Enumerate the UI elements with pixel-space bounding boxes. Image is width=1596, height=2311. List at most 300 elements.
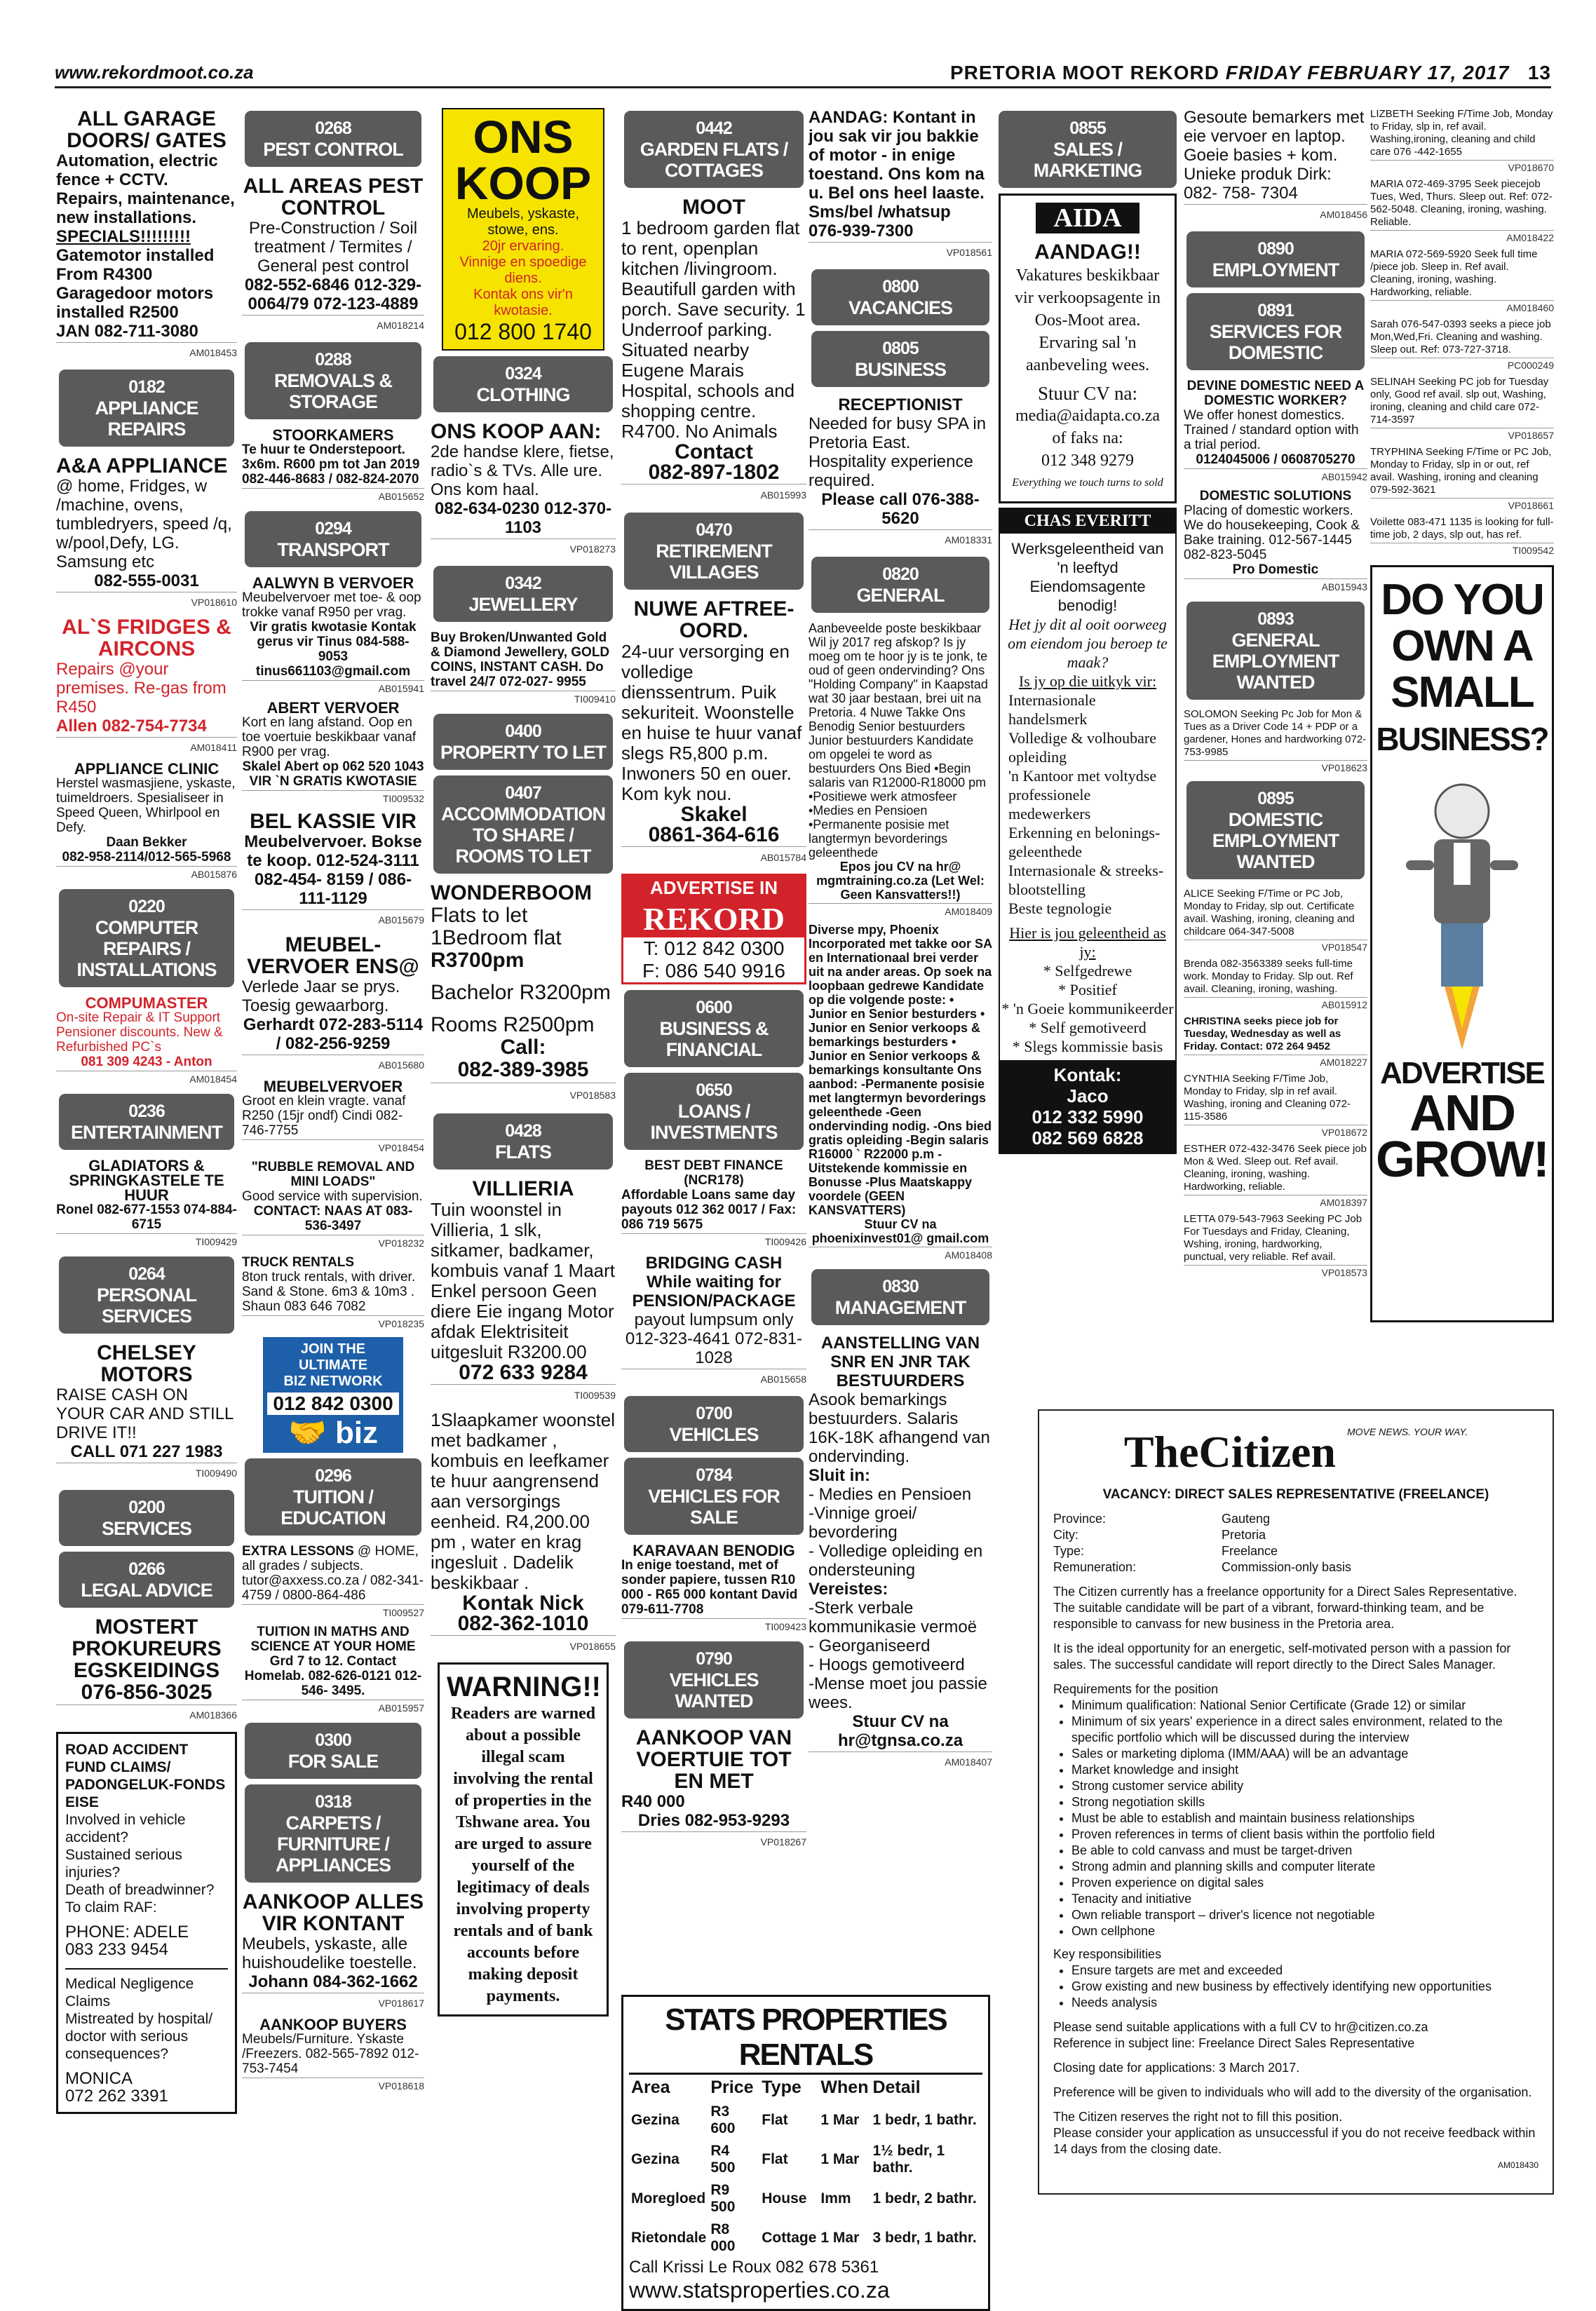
ad-ref: AM018453	[56, 342, 237, 362]
cell: 1 Mar	[820, 2112, 860, 2128]
ad-line: * Slegs kommissie basis	[1012, 1038, 1163, 1055]
ad-phone: 082-897-1802	[648, 461, 780, 484]
category-number: 0442	[696, 118, 732, 138]
ad-body: Het jy dit al ooit oorweeg om eiendom jou beroep te maak?	[1008, 616, 1168, 671]
ad-ref: VP018655	[431, 1635, 616, 1657]
category-personal-services[interactable]	[59, 1256, 234, 1334]
category-label: VACANCIES	[848, 297, 953, 318]
table-row	[629, 2179, 982, 2218]
ad-body: Meubelvervoer met toe- & oop trokke vanaf R950 per vrag.	[242, 590, 421, 620]
category-general[interactable]	[811, 557, 989, 613]
category-garden-flats[interactable]	[624, 111, 804, 188]
ad-contact: Epos jou CV na hr@ mgmtraining.co.za (Let Wel: Geen Kansvatters!!)	[816, 860, 985, 902]
ad-line: Kontak ons vir'n kwotasie.	[473, 287, 573, 318]
ad-aankoop-alles	[242, 1888, 424, 2014]
ad-aandag-kontant	[809, 105, 992, 264]
ad-cynthia	[1184, 1070, 1367, 1140]
category-number: 0893	[1257, 609, 1294, 629]
ad-contact: Daan Bekker	[106, 835, 187, 850]
ad-aa-appliance	[56, 452, 237, 614]
logo-tagline: MOVE NEWS. YOUR WAY.	[1347, 1426, 1468, 1437]
ad-body: MARIA 072-569-5920 Seek full time /piece job. Sleep in. Ref avail. Cleaning, ironing, washing. Hardworking, reliable.	[1370, 248, 1538, 298]
category-number: 0700	[696, 1404, 732, 1423]
category-number: 0855	[1069, 118, 1106, 138]
ad-phone: CONTACT: NAAS AT 083-536-3497	[253, 1204, 413, 1233]
ad-meubel-vervoer	[242, 931, 424, 1076]
ad-title: DEVINE DOMESTIC NEED A DOMESTIC WORKER?	[1186, 379, 1365, 408]
category-carpets-furniture[interactable]	[245, 1784, 421, 1883]
ad-title: AANKOOP ALLES VIR KONTANT	[242, 1890, 424, 1935]
ad-maria-1	[1370, 175, 1554, 245]
category-number: 0890	[1257, 239, 1294, 259]
category-number: 0268	[315, 118, 351, 138]
ad-line: Volledige & volhoubare opleiding	[1008, 729, 1156, 766]
paragraph: The Citizen reserves the right not to fill this position.	[1053, 2110, 1343, 2124]
paragraph: Preference will be given to individuals who will add to the diversity of the organisation.	[1053, 2085, 1532, 2099]
ad-line: SPECIALS!!!!!!!!!	[56, 227, 191, 246]
category-transport[interactable]	[245, 511, 421, 567]
ad-line: DO YOU	[1381, 576, 1543, 624]
ad-phone: 0861-364-616	[648, 823, 780, 846]
ad-body: Te huur te Onderstepoort. 3x6m. R600 pm tot Jan 2019 082-446-8683 / 082-824-2070	[242, 442, 420, 487]
category-sales-marketing[interactable]	[999, 111, 1177, 188]
category-number: 0820	[882, 564, 919, 584]
ad-phone: Please call 076-388-5620	[821, 490, 980, 528]
category-vehicles-wanted[interactable]	[624, 1641, 804, 1719]
ad-best-debt	[621, 1156, 806, 1251]
category-label: BUSINESS & FINANCIAL	[659, 1018, 769, 1060]
ad-do-you-own-a-small-business[interactable]	[1370, 565, 1554, 1322]
site-url[interactable]: www.rekordmoot.co.za	[55, 62, 254, 83]
cell: House	[762, 2190, 807, 2207]
category-jewellery[interactable]	[433, 566, 613, 622]
ad-phone: 083 233 9454	[65, 1940, 168, 1959]
category-pest-control[interactable]	[245, 111, 421, 167]
ad-line: Death of breadwinner?	[65, 1882, 215, 1898]
ad-line: JOIN THE ULTIMATE	[298, 1341, 368, 1373]
category-number: 0805	[882, 339, 919, 358]
ad-phone: 082 569 6828	[1032, 1127, 1144, 1148]
list-item: • Proven experience on digital sales	[1071, 1875, 1538, 1891]
ad-solomon	[1184, 705, 1367, 775]
ad-title: MOOT	[682, 196, 745, 219]
ad-title: WONDERBOOM	[431, 881, 592, 904]
ad-bel-kassie	[242, 808, 424, 931]
category-number: 0470	[696, 520, 732, 540]
cell: Flat	[762, 2151, 788, 2167]
ad-line: Sustained serious injuries?	[65, 1847, 182, 1880]
category-vehicles-for-sale[interactable]	[624, 1458, 804, 1535]
ad-letta	[1184, 1210, 1367, 1280]
category-number: 0300	[315, 1730, 351, 1750]
ad-contact: Skalel Abert op 062 520 1043 VIR `N GRATIS KWOTASIE	[242, 759, 424, 789]
ad-body: Meubels, yskaste, alle huishoudelike toestelle.	[242, 1934, 417, 1972]
ad-stats-properties	[621, 1988, 990, 2311]
ad-email: media@aidapta.co.za	[1015, 407, 1160, 425]
cell: 1 Mar	[820, 2151, 860, 2167]
ad-title: BEST DEBT FINANCE (NCR178)	[644, 1158, 783, 1188]
ad-phone: Gerhardt 072-283-5114 / 082-256-9259	[243, 1015, 424, 1053]
category-label: MANAGEMENT	[834, 1297, 966, 1318]
category-domestic-employment-wanted[interactable]	[1186, 781, 1365, 879]
ad-slaapkamer	[431, 1407, 616, 1658]
category-label: CARPETS / FURNITURE / APPLIANCES	[275, 1812, 391, 1876]
ad-body: Grd 7 to 12. Contact Homelab. 082-626-0121 012- 546- 3495.	[244, 1654, 422, 1698]
ad-ref: AM018422	[1370, 230, 1554, 244]
ad-phone: 072 262 3391	[65, 2087, 168, 2106]
paragraph: Please consider your application as unsuccessful if you do not receive feedback within 14 days from the closing date.	[1053, 2126, 1536, 2156]
ad-ref: TI009490	[56, 1463, 237, 1483]
table-row	[629, 2218, 982, 2258]
ad-phone: 082-389-3985	[457, 1058, 589, 1081]
ad-tryphina	[1370, 443, 1554, 513]
ad-title: MEUBELVERVOER	[263, 1078, 403, 1095]
ad-body: 8ton truck rentals, with driver. Sand & Stone. 6m3 & 10m3 . Shaun 083 646 7082	[242, 1270, 416, 1314]
category-label: PEST CONTROL	[263, 139, 403, 160]
list-item: • Own reliable transport – driver's licence not negotiable	[1071, 1907, 1538, 1923]
ad-body: In enige toestand, met of sonder papiere, tussen R10 000 - R65 000 kontant David 079-611-7708	[621, 1558, 798, 1617]
ad-contact: MONICA	[65, 2069, 133, 2088]
list-item: • Own cellphone	[1071, 1923, 1538, 1939]
cell: 1 bedr, 2 bathr.	[872, 2190, 977, 2207]
category-number: 0650	[696, 1080, 732, 1100]
ad-line: Erkenning en belonings-geleenthede	[1008, 824, 1161, 860]
ad-line: Meubels, yskaste, stowe, ens.	[466, 206, 580, 238]
ad-title: EXTRA LESSONS	[242, 1544, 354, 1559]
ad-body: 24-uur versorging en volledige dienssentrum. Puik sekuriteit. Woonstelle en huise te huur vanaf slegs R5,800 p.m. Inwoners 50 en ouer. Kom kyk nou.	[621, 641, 802, 804]
category-label: JEWELLERY	[468, 594, 578, 615]
ad-body: Brenda 082-3563389 seeks full-time work. Monday to Friday. Slp out. Ref avail. Cleaning, ironing, washing.	[1184, 958, 1353, 995]
ad-ref: AB015941	[242, 680, 424, 696]
ad-phone: 072 633 9284	[459, 1361, 588, 1384]
ad-title: DOMESTIC SOLUTIONS	[1199, 489, 1352, 503]
ad-title: VILLIERIA	[472, 1177, 574, 1200]
cell: R9 500	[710, 2182, 736, 2215]
list-item: • Sales or marketing diploma (IMM/AAA) will be an advantage	[1071, 1746, 1538, 1762]
cell: R3 600	[710, 2103, 736, 2136]
cell: 1 bedr, 1 bathr.	[872, 2112, 977, 2128]
ad-title: AANSTELLING VAN SNR EN JNR TAK BESTUURDERS	[820, 1334, 980, 1390]
column-header: When	[820, 2078, 869, 2097]
ad-phone: 012 842 0300	[267, 1392, 399, 1415]
category-business-financial[interactable]	[624, 990, 804, 1067]
category-entertainment[interactable]	[59, 1094, 234, 1150]
category-label: RETIREMENT VILLAGES	[656, 541, 772, 583]
category-vacancies[interactable]	[811, 269, 989, 325]
category-number: 0288	[315, 350, 351, 370]
ad-ref: TI009426	[621, 1233, 806, 1249]
ad-phone: 012 348 9279	[1041, 452, 1134, 470]
ad-body: Vakatures beskikbaar vir verkoopsagente in Oos-Moot area. Ervaring sal 'n aanbeveling wees.	[1015, 266, 1161, 374]
page-number: 13	[1527, 62, 1551, 83]
ad-line: BIZ NETWORK	[283, 1374, 383, 1389]
ad-title: AL`S FRIDGES & AIRCONS	[62, 616, 231, 660]
section-title: Requirements for the position	[1053, 1682, 1219, 1696]
ad-ref: AB015912	[1184, 997, 1367, 1011]
notice-body: Readers are warned about a possible illegal scam involving the rental of properties in the Tshwane area. You are urged to assure yourself of the legitimacy of deals involving property rentals and of bank accounts before making deposit payments.	[450, 1705, 596, 2005]
category-label: PERSONAL SERVICES	[96, 1285, 197, 1327]
ad-compumaster	[56, 993, 237, 1088]
ad-aankoop-voertuie	[621, 1724, 806, 1853]
ad-phone: 082-552-6846 012-329-0064/79 072-123-4889	[244, 276, 422, 313]
category-computer-repairs[interactable]	[59, 889, 234, 987]
ad-truck-rentals	[242, 1252, 424, 1333]
ad-title: TUITION IN MATHS AND SCIENCE AT YOUR HOME	[250, 1625, 416, 1654]
category-label: TRANSPORT	[277, 539, 389, 560]
ad-advertise-rekord[interactable]	[621, 874, 806, 984]
ad-body: ALICE Seeking F/Time or PC Job, Monday to Friday, slp out. Certificate avail. Washing, ironing, cleaning and childcare 064-347-5008	[1184, 888, 1355, 937]
ad-body: Asook bemarkings bestuurders. Salaris 16K-18K afhangend van ondervinding.	[809, 1390, 990, 1466]
ad-ref: AM018331	[809, 529, 992, 550]
category-number: 0324	[505, 364, 541, 384]
category-employment[interactable]	[1186, 231, 1365, 287]
ad-selinah	[1370, 373, 1554, 443]
ad-title: RECEPTIONIST	[838, 395, 963, 414]
category-label: GENERAL	[856, 585, 945, 606]
ad-ref: TI009527	[242, 1604, 424, 1620]
ad-line: ADVERTISE IN	[623, 876, 804, 900]
ad-ref: AM018214	[242, 315, 424, 335]
list-item: • Strong customer service ability	[1071, 1778, 1538, 1794]
ad-line: OWN A	[1391, 622, 1533, 670]
category-loans[interactable]	[624, 1073, 804, 1150]
ad-brenda	[1184, 955, 1367, 1012]
category-services[interactable]	[59, 1490, 234, 1546]
ad-aankoop-buyers	[242, 2014, 424, 2095]
category-number: 0400	[505, 721, 541, 741]
ad-stoorkamers	[242, 425, 424, 506]
field-value: Freelance	[1222, 1544, 1278, 1558]
rentals-table	[629, 2075, 982, 2258]
category-label: VEHICLES WANTED	[669, 1669, 759, 1712]
field-value: Commission-only basis	[1222, 1560, 1352, 1574]
ad-ref: AM018409	[809, 903, 992, 919]
ad-title: ONS KOOP AAN:	[431, 420, 602, 443]
ad-line: 'n Kantoor met voltydse professionele medewerkers	[1008, 767, 1157, 822]
category-flats[interactable]	[433, 1113, 613, 1170]
category-label: TUITION / EDUCATION	[280, 1486, 386, 1529]
ad-ons-koop	[442, 108, 604, 351]
ad-tuition-maths	[242, 1622, 424, 1717]
ad-ons-koop-aan	[431, 418, 616, 560]
ad-sarah	[1370, 316, 1554, 373]
column-header: Detail	[872, 2078, 921, 2097]
ad-contact: Jaco	[1067, 1085, 1109, 1106]
category-number: 0182	[128, 377, 165, 397]
column-3	[431, 105, 616, 2174]
ad-title: REKORD	[623, 900, 804, 937]
ad-body: Groot en klein vragte. vanaf R250 (15jr ondf) Cindi 082-746-7755	[242, 1094, 406, 1138]
category-number: 0790	[696, 1649, 732, 1669]
ad-ref: AB015957	[242, 1700, 424, 1716]
table-row	[629, 2101, 982, 2140]
category-number: 0220	[128, 897, 165, 916]
ad-title: AALWYN B VERVOER	[252, 574, 414, 592]
ad-body: CHRISTINA seeks piece job for Tuesday, Wednesday as well as Friday. Contact: 072 264 9452	[1184, 1015, 1341, 1052]
ad-title: MEUBEL-VERVOER ENS@	[247, 933, 419, 978]
category-number: 0428	[505, 1121, 541, 1141]
ad-aalwyn	[242, 573, 424, 698]
table-header-row	[629, 2075, 982, 2101]
category-services-domestic[interactable]	[1186, 293, 1365, 370]
table-row	[629, 2140, 982, 2179]
category-business[interactable]	[811, 331, 989, 387]
ad-contact: Stuur CV na:	[1037, 383, 1137, 404]
ad-abert	[242, 698, 424, 808]
ad-biz-network[interactable]	[263, 1337, 403, 1453]
paragraph: It is the ideal opportunity for an energetic, self-motivated person with a passion for sales. The successful candidate will report directly to the Direct Sales Manager.	[1053, 1641, 1511, 1672]
biz-logo: biz	[334, 1416, 379, 1450]
ad-line: Garagedoor motors installed R2500	[56, 284, 214, 322]
ad-wonderboom	[431, 879, 616, 1108]
ad-ref: VP018235	[242, 1315, 424, 1331]
ad-website[interactable]: www.statsproperties.co.za	[629, 2277, 890, 2303]
ad-chas-everitt	[999, 508, 1177, 1154]
ad-body: MARIA 072-469-3795 Seek piecejob Tues, Wed, Thurs. Sleep out. Ref: 072-562-5048. Cleaning, ironing, washing. Reliable.	[1370, 178, 1553, 228]
category-number: 0895	[1257, 789, 1294, 808]
aida-logo: AIDA	[1036, 203, 1139, 233]
list-item: • Strong negotiation skills	[1071, 1794, 1538, 1810]
field-label: Type:	[1053, 1544, 1085, 1558]
ad-subtitle: Hier is jou geleentheid as jy:	[1009, 924, 1166, 961]
ad-title: KARAVAAN BENODIG	[633, 1542, 795, 1559]
column-6	[996, 105, 1179, 1395]
ad-line: Flats to let	[431, 904, 528, 927]
ad-body: LIZBETH Seeking F/Time Job, Monday to Friday, slp in, ref avail. Washing,ironing, cleaning and child care 076 -442-1655	[1370, 108, 1553, 158]
notice-scam-warning	[438, 1662, 609, 2017]
ad-line: 1Bedroom flat	[431, 926, 562, 949]
ad-body: Placing of domestic workers. We do housekeeping, Cook & Bake training. 012-567-1445 082-823-5045	[1184, 503, 1360, 562]
ad-body: Good service with supervision.	[242, 1189, 423, 1204]
ad-ref: VP018232	[242, 1235, 424, 1251]
ad-line: * 'n Goeie kommunikeerder	[1001, 1000, 1174, 1017]
ad-body: payout lumpsum only	[634, 1310, 794, 1329]
ad-fax: F: 086 540 9916	[642, 960, 785, 982]
ad-contact: Vir gratis kwotasie Kontak gerus vir Tinus 084-588- 9053 tinus661103@gmail.com	[250, 620, 417, 679]
ad-jewellery	[431, 628, 616, 708]
ad-body: 2de handse klere, fietse, radio`s & TVs. Alle ure. Ons kom haal.	[431, 442, 614, 499]
category-number: 0236	[128, 1102, 165, 1121]
list-item: • Minimum qualification: National Senior Certificate (Grade 12) or similar	[1071, 1697, 1538, 1714]
field-label: Province:	[1053, 1512, 1107, 1526]
ad-title: ROAD ACCIDENT FUND CLAIMS/ PADONGELUK-FONDS EISE	[65, 1742, 226, 1810]
list-item: • Needs analysis	[1071, 1995, 1538, 2011]
category-property-to-let[interactable]	[433, 714, 613, 770]
ad-ref: AB015943	[1184, 578, 1367, 595]
cell: Flat	[762, 2112, 788, 2128]
rocket-businessman-illustration	[1378, 762, 1546, 1057]
paragraph: Reference in subject line: Freelance Direct Sales Representative	[1053, 2036, 1415, 2050]
ad-aanstelling	[809, 1331, 992, 1773]
ad-subtitle: Is jy op die uitkyk vir:	[1018, 672, 1157, 690]
ad-line: 20jr ervaring.	[482, 238, 564, 254]
ad-mostert	[56, 1613, 237, 1726]
ad-appliance-clinic	[56, 759, 237, 883]
ad-contact: PHONE: ADELE	[65, 1923, 189, 1941]
category-retirement[interactable]	[624, 513, 804, 590]
column-1	[56, 105, 237, 2174]
ad-line: R3700pm	[431, 949, 525, 972]
ad-body: @ home, Fridges, w /machine, ovens, tumbledryers, speed /q, w/pool,Defy, LG. Samsung etc	[56, 477, 232, 571]
ad-body: Affordable Loans same day payouts 012 362 0017 / Fax: 086 719 5675	[621, 1188, 797, 1232]
ad-devine-domestic	[1184, 376, 1367, 486]
ad-ref: VP018561	[809, 242, 992, 262]
column-5	[809, 105, 992, 1998]
category-label: DOMESTIC EMPLOYMENT WANTED	[1212, 809, 1339, 872]
category-vehicles[interactable]	[624, 1396, 804, 1452]
category-number: 0296	[315, 1466, 351, 1486]
ad-ref: AB015679	[242, 909, 424, 930]
ad-title: Werksgeleentheid van 'n leeftyd Eiendomsagente benodig!	[1011, 540, 1164, 614]
category-tuition[interactable]	[245, 1458, 421, 1536]
category-label: ENTERTAINMENT	[71, 1122, 222, 1143]
ad-ref: AM018407	[809, 1751, 992, 1772]
field-row	[1053, 1559, 1538, 1575]
ad-ref: AM018366	[56, 1705, 237, 1725]
ad-gladiators	[56, 1156, 237, 1251]
column-header: Type	[762, 2078, 802, 2097]
cell: Moregloed	[631, 2190, 706, 2207]
ad-domestic-solutions	[1184, 486, 1367, 596]
category-appliance-repairs[interactable]	[59, 370, 234, 447]
ad-line: Bachelor R3200pm	[431, 981, 611, 1004]
category-legal-advice[interactable]	[59, 1552, 234, 1608]
ad-body: Kort en lang afstand. Oop en toe voertuie beskikbaar vanaf R900 per vrag.	[242, 715, 417, 759]
list-item: • Strong admin and planning skills and computer literate	[1071, 1859, 1538, 1875]
category-management[interactable]	[811, 1269, 989, 1325]
ad-ref: TI009539	[431, 1384, 616, 1406]
notice-title: WARNING!!	[447, 1672, 601, 1702]
ad-road-accident	[56, 1732, 237, 2114]
ad-receptionist	[809, 393, 992, 551]
category-label: VEHICLES FOR SALE	[648, 1486, 780, 1528]
ad-ref: VP018583	[431, 1083, 616, 1106]
field-row	[1053, 1543, 1538, 1559]
ad-body: Herstel wasmasjiene, yskaste, tuimeldroers. Spesialiseer in Speed Queen, Whirlpool en Defy.	[56, 776, 236, 835]
ad-subtitle: Sluit in:	[809, 1466, 870, 1485]
ad-line: - Georganiseerd	[809, 1636, 931, 1655]
category-label: PROPERTY TO LET	[440, 742, 607, 763]
ad-title: A&A APPLIANCE	[56, 454, 228, 477]
ad-title: STATS PROPERTIES RENTALS	[629, 2002, 982, 2075]
ad-phone: CALL 071 227 1983	[70, 1442, 223, 1461]
category-number: 0407	[505, 783, 541, 803]
ad-line: * Positief	[1058, 981, 1117, 998]
ad-tagline: Everything we touch turns to sold	[1012, 477, 1163, 489]
category-accommodation[interactable]	[433, 775, 613, 874]
ad-line: Beste tegnologie	[1008, 900, 1112, 917]
ad-line: -Sterk verbale kommunikasie vermoë	[809, 1599, 978, 1636]
ad-title: STOORKAMERS	[272, 426, 394, 444]
ad-meubelvervoer	[242, 1076, 424, 1157]
ad-ref: VP018573	[1184, 1265, 1367, 1279]
category-label: EMPLOYMENT	[1212, 259, 1339, 280]
category-number: 0264	[128, 1264, 165, 1284]
ad-line: To claim RAF:	[65, 1899, 157, 1916]
ad-body: 1 bedroom garden flat to rent, openplan kitchen /livingroom. Beautifull garden with porch. Save security. 1 Underroof parking. Situated nearby Eugene Marais Hospital, schools and shopping centre. R4700. No Animals	[621, 217, 806, 442]
category-label: GENERAL EMPLOYMENT WANTED	[1212, 630, 1339, 693]
category-general-employment-wanted[interactable]	[1186, 602, 1365, 700]
category-removals[interactable]	[245, 342, 421, 419]
category-clothing[interactable]	[433, 356, 613, 412]
category-for-sale[interactable]	[245, 1723, 421, 1779]
ad-title: CHELSEY MOTORS	[97, 1341, 196, 1386]
ad-body: Gesoute bemarkers met eie vervoer en laptop. Goeie basies + kom. Unieke produk Dirk: 082- 758- 7304	[1184, 108, 1365, 203]
ad-title: GLADIATORS & SPRINGKASTELE TE HUUR	[69, 1157, 224, 1204]
cell: Rietondale	[631, 2230, 707, 2246]
ad-ref: AM018227	[1184, 1055, 1367, 1069]
list-item: • Tenacity and initiative	[1071, 1891, 1538, 1907]
